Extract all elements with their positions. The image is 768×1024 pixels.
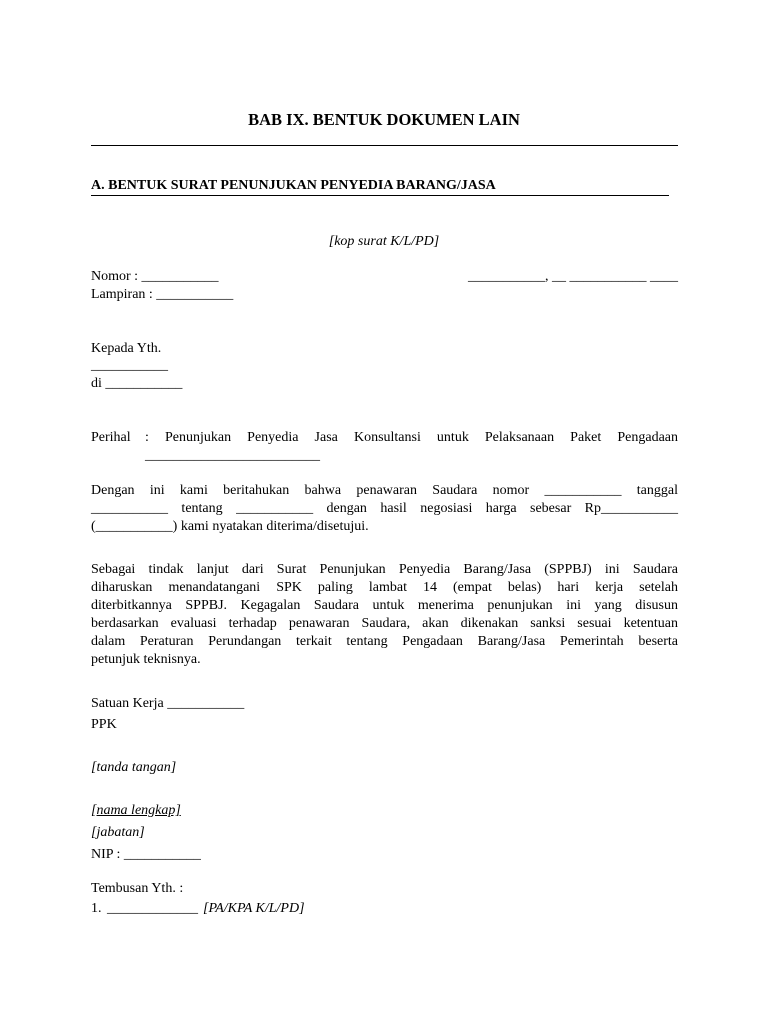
cc-item-1-number: 1. bbox=[91, 901, 102, 916]
perihal-label: Perihal bbox=[91, 430, 131, 445]
nip-line: NIP : ___________ bbox=[91, 847, 201, 862]
satuan-kerja-line: Satuan Kerja ___________ bbox=[91, 696, 245, 711]
paragraph-offer-line: Dengan ini kami beritahukan bahwa penawaran Saudara nomor ___________ tanggal bbox=[91, 483, 678, 498]
paragraph-offer bbox=[91, 482, 678, 536]
signature-placeholder: [tanda tangan] bbox=[91, 760, 177, 775]
paragraph-followup-line: petunjuk teknisnya. bbox=[91, 652, 201, 667]
paragraph-followup-line: Sebagai tindak lanjut dari Surat Penunjukan Penyedia Barang/Jasa (SPPBJ) ini Saudara bbox=[91, 562, 678, 577]
perihal-blank: _________________________ bbox=[145, 448, 320, 463]
paragraph-followup-line: diharuskan menandatangani SPK paling lambat 14 (empat belas) hari kerja setelah bbox=[91, 580, 678, 595]
nomor-line: Nomor : ___________ bbox=[91, 269, 219, 284]
paragraph-followup-line: diterbitkannya SPPBJ. Kegagalan Saudara untuk menerima penunjukan ini yang disusun bbox=[91, 598, 678, 613]
paragraph-offer-line: ___________ tentang ___________ dengan hasil negosiasi harga sebesar Rp___________ bbox=[91, 501, 678, 516]
paragraph-followup-line: dalam Peraturan Perundangan terkait tentang Pengadaan Barang/Jasa Pemerintah beserta bbox=[91, 634, 678, 649]
paragraph-offer-line: (___________) kami nyatakan diterima/disetujui. bbox=[91, 519, 369, 534]
recipient-location: di ___________ bbox=[91, 376, 183, 391]
section-rule bbox=[91, 195, 669, 196]
lampiran-line: Lampiran : ___________ bbox=[91, 287, 234, 302]
place-date-line: ___________, __ ___________ ____ bbox=[468, 269, 678, 284]
section-a-heading: A. BENTUK SURAT PENUNJUKAN PENYEDIA BARANG/JASA bbox=[91, 178, 496, 193]
cc-item-1-recipient: [PA/KPA K/L/PD] bbox=[203, 901, 305, 916]
ppk-label: PPK bbox=[91, 717, 117, 732]
cc-item-1-blank: _____________ bbox=[107, 901, 198, 916]
full-name-placeholder: [nama lengkap] bbox=[91, 803, 181, 818]
chapter-title: BAB IX. BENTUK DOKUMEN LAIN bbox=[248, 110, 520, 129]
cc-heading: Tembusan Yth. : bbox=[91, 881, 184, 896]
paragraph-followup-line: berdasarkan evaluasi terhadap penawaran Saudara, akan dikenakan sanksi sesuai ketentuan bbox=[91, 616, 678, 631]
title-rule bbox=[91, 145, 678, 146]
recipient-greeting: Kepada Yth. bbox=[91, 341, 162, 356]
paragraph-followup bbox=[91, 561, 678, 669]
kop-surat-placeholder: [kop surat K/L/PD] bbox=[328, 234, 440, 249]
recipient-name-blank: ___________ bbox=[91, 358, 168, 373]
position-placeholder: [jabatan] bbox=[91, 825, 145, 840]
perihal-text: : Penunjukan Penyedia Jasa Konsultansi untuk Pelaksanaan Paket Pengadaan bbox=[145, 430, 678, 445]
